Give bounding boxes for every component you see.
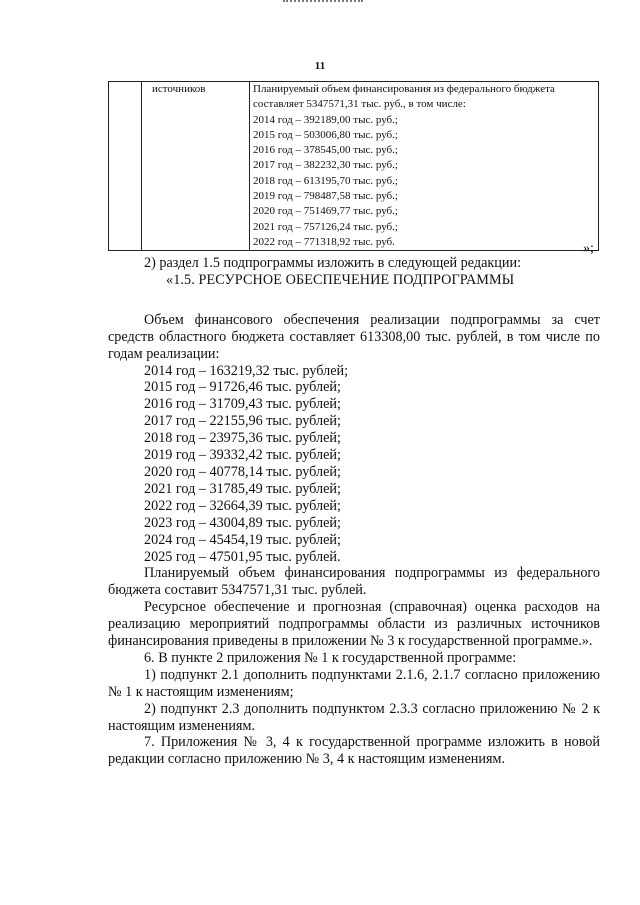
table-line: 2021 год – 757126,24 тыс. руб.; xyxy=(253,220,398,233)
year-line: 2021 год – 31785,49 тыс. рублей; xyxy=(144,480,341,497)
financing-table xyxy=(108,81,599,251)
table-line: 2014 год – 392189,00 тыс. руб.; xyxy=(253,113,398,126)
table-line: 2018 год – 613195,70 тыс. руб.; xyxy=(253,174,398,187)
table-cell-content xyxy=(250,82,599,251)
section-heading: «1.5. РЕСУРСНОЕ ОБЕСПЕЧЕНИЕ ПОДПРОГРАММЫ xyxy=(166,271,515,288)
year-line: 2019 год – 39332,42 тыс. рублей; xyxy=(144,447,341,464)
table-cell-label: источников xyxy=(142,82,250,251)
year-line: 2017 год – 22155,96 тыс. рублей; xyxy=(144,413,341,430)
table-line: 2019 год – 798487,58 тыс. руб.; xyxy=(253,190,398,203)
page-number: 11 xyxy=(314,60,326,72)
quote-closing-mark: »; xyxy=(583,241,594,256)
item-6-2: 2) подпункт 2.3 дополнить подпунктом 2.3.3 согласно приложению № 2 к настоящим изменениям. xyxy=(108,700,600,734)
table-line: 2022 год – 771318,92 тыс. руб. xyxy=(253,235,395,248)
table-line: 2020 год – 751469,77 тыс. руб.; xyxy=(253,205,398,218)
year-line: 2020 год – 40778,14 тыс. рублей; xyxy=(144,463,341,480)
table-line: 2017 год – 382232,30 тыс. руб.; xyxy=(253,159,398,172)
item-6-1: 1) подпункт 2.1 дополнить подпунктами 2.1.6, 2.1.7 согласно приложению № 1 к настоящим изменениям; xyxy=(108,666,600,700)
section-intro: 2) раздел 1.5 подпрограммы изложить в следующей редакции: xyxy=(144,255,522,271)
year-line: 2024 год – 45454,19 тыс. рублей; xyxy=(144,531,341,548)
table-line: 2015 год – 503006,80 тыс. руб.; xyxy=(253,128,398,141)
federal-paragraph: Планируемый объем финансирования подпрограммы из федерального бюджета составит 5347571,31 тыс. рублей. xyxy=(108,565,600,599)
volume-paragraph: Объем финансового обеспечения реализации подпрограммы за счет средств областного бюджета составляет 613308,00 тыс. рублей, в том числе по годам реализации: xyxy=(108,311,600,362)
item-6: 6. В пункте 2 приложения № 1 к государственной программе: xyxy=(144,649,517,666)
year-line: 2014 год – 163219,32 тыс. рублей; xyxy=(144,362,349,379)
spacer xyxy=(108,289,600,312)
year-line: 2023 год – 43004,89 тыс. рублей; xyxy=(144,514,341,531)
year-line: 2015 год – 91726,46 тыс. рублей; xyxy=(144,379,341,396)
table-line: 2016 год – 378545,00 тыс. руб.; xyxy=(253,144,398,157)
table-line: Планируемый объем финансирования из федерального бюджета xyxy=(253,83,555,95)
year-line: 2018 год – 23975,36 тыс. рублей; xyxy=(144,430,341,447)
table-cell-empty xyxy=(109,82,142,251)
scan-top-marks xyxy=(283,0,363,6)
year-line: 2022 год – 32664,39 тыс. рублей; xyxy=(144,497,341,514)
year-line: 2016 год – 31709,43 тыс. рублей; xyxy=(144,396,341,413)
years-list xyxy=(108,363,600,566)
resource-paragraph: Ресурсное обеспечение и прогнозная (справочная) оценка расходов на реализацию мероприятий подпрограммы области из различных источников финансирования приведены в приложении № 3 к государственной программе.». xyxy=(108,599,600,650)
document-body xyxy=(108,255,600,768)
year-line: 2025 год – 47501,95 тыс. рублей. xyxy=(144,548,341,565)
table-line: составляет 5347571,31 тыс. руб., в том числе: xyxy=(253,98,466,111)
table-row xyxy=(109,82,599,251)
item-7: 7. Приложения № 3, 4 к государственной программе изложить в новой редакции согласно приложению № 3, 4 к настоящим изменениям. xyxy=(108,734,600,768)
